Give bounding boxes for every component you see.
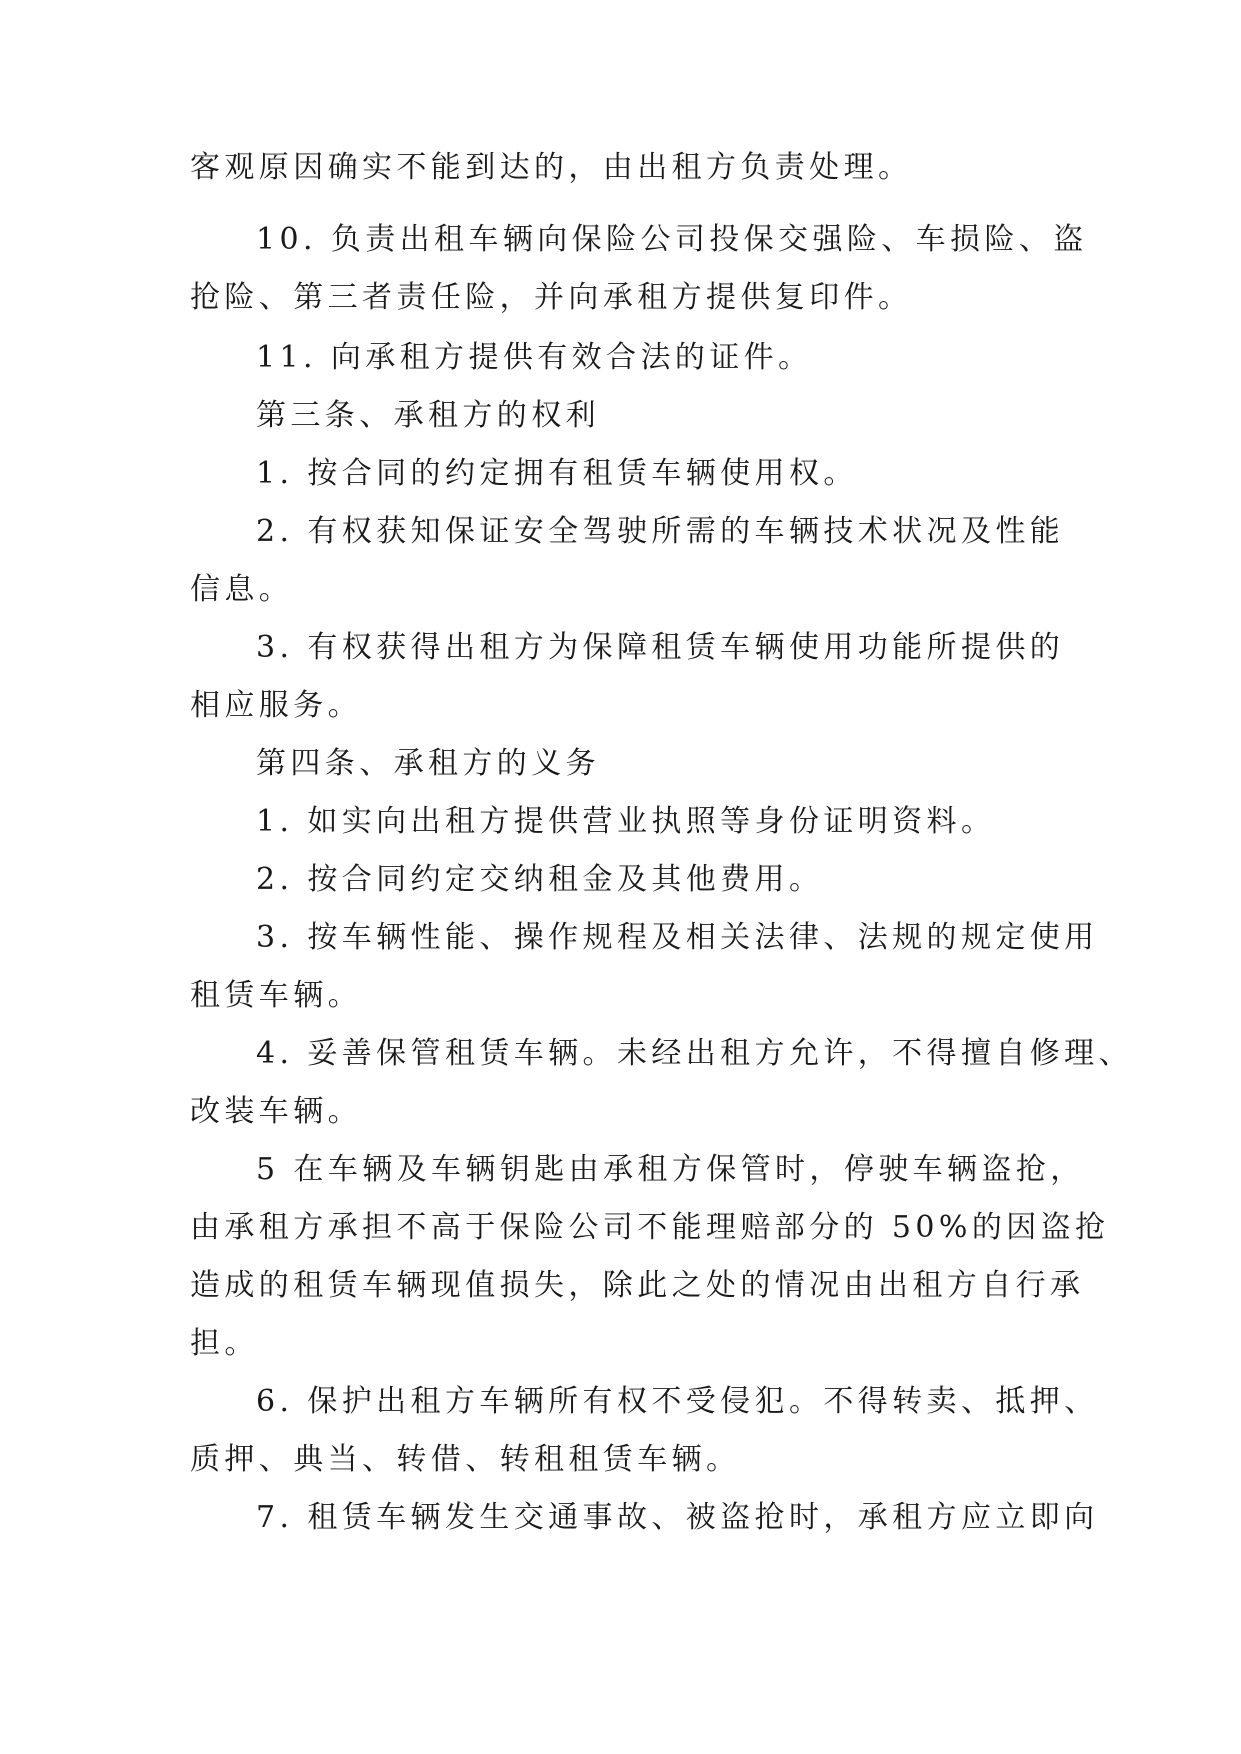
text-line: 租赁车辆。 xyxy=(190,978,362,1013)
text-line: 相应服务。 xyxy=(190,688,362,723)
text-line: 7. 租赁车辆发生交通事故、被盗抢时，承租方应立即向 xyxy=(256,1500,1099,1535)
text-line: 信息。 xyxy=(190,572,294,607)
text-line: 1. 如实向出租方提供营业执照等身份证明资料。 xyxy=(256,804,996,839)
text-line: 3. 有权获得出租方为保障租赁车辆使用功能所提供的 xyxy=(256,630,1065,665)
section-heading: 第三条、承租方的权利 xyxy=(256,398,600,433)
text-line: 4. 妥善保管租赁车辆。未经出租方允许，不得擅自修理、 xyxy=(256,1036,1133,1071)
text-line: 造成的租赁车辆现值损失，除此之处的情况由出租方自行承 xyxy=(190,1268,1085,1303)
text-line: 11. 向承租方提供有效合法的证件。 xyxy=(256,340,813,375)
text-line: 6. 保护出租方车辆所有权不受侵犯。不得转卖、抵押、 xyxy=(256,1384,1099,1419)
text-line: 5 在车辆及车辆钥匙由承租方保管时，停驶车辆盗抢， xyxy=(256,1152,1085,1187)
text-line: 担。 xyxy=(190,1326,259,1361)
text-line: 2. 按合同约定交纳租金及其他费用。 xyxy=(256,862,824,897)
text-line: 客观原因确实不能到达的，由出租方负责处理。 xyxy=(190,150,913,185)
text-line: 改装车辆。 xyxy=(190,1094,362,1129)
text-line: 3. 按车辆性能、操作规程及相关法律、法规的规定使用 xyxy=(256,920,1099,955)
text-line: 抢险、第三者责任险，并向承租方提供复印件。 xyxy=(190,280,913,315)
section-heading: 第四条、承租方的义务 xyxy=(256,746,600,781)
text-line: 质押、典当、转借、转租租赁车辆。 xyxy=(190,1442,741,1477)
text-line: 10. 负责出租车辆向保险公司投保交强险、车损险、盗 xyxy=(256,222,1088,257)
text-line: 由承租方承担不高于保险公司不能理赔部分的 50%的因盗抢 xyxy=(190,1210,1110,1245)
text-line: 2. 有权获知保证安全驾驶所需的车辆技术状况及性能 xyxy=(256,514,1065,549)
text-line: 1. 按合同的约定拥有租赁车辆使用权。 xyxy=(256,456,858,491)
